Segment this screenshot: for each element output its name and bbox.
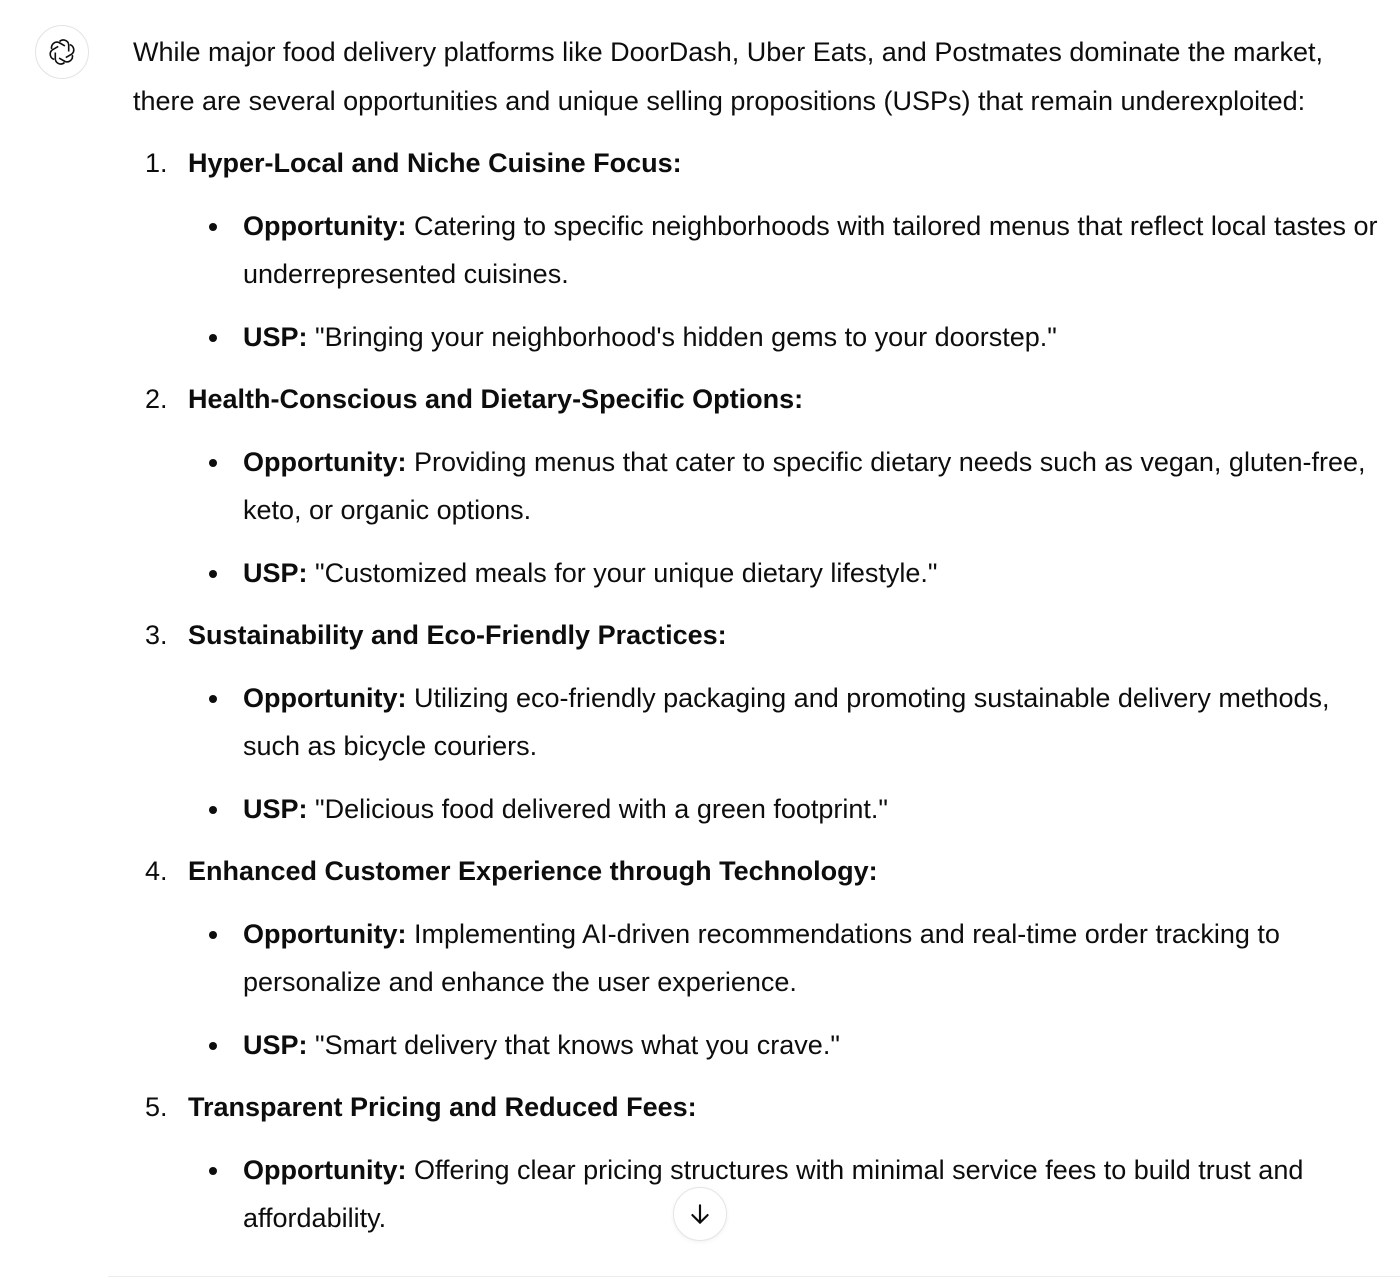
- sub-list: [188, 1146, 1378, 1243]
- opportunity-label: Opportunity:: [243, 446, 407, 477]
- openai-logo-icon: [46, 36, 78, 68]
- list-item-number: 1.: [145, 148, 168, 178]
- arrow-down-icon: [687, 1201, 713, 1227]
- usp-text: "Bringing your neighborhood's hidden gems to your doorstep.": [315, 321, 1057, 352]
- scroll-to-bottom-button[interactable]: [673, 1187, 727, 1241]
- usp-bullet: [188, 1021, 1378, 1070]
- usp-bullet: [188, 785, 1378, 834]
- list-item-number: 5.: [145, 1092, 168, 1122]
- usp-label: USP:: [243, 557, 308, 588]
- list-item: [133, 1083, 1378, 1243]
- assistant-message: [133, 28, 1378, 1257]
- usp-bullet: [188, 313, 1378, 362]
- opportunity-label: Opportunity:: [243, 918, 407, 949]
- usp-text: "Smart delivery that knows what you crave.": [315, 1029, 840, 1060]
- list-item: [133, 847, 1378, 1069]
- list-item-heading: Health-Conscious and Dietary-Specific Options:: [188, 384, 804, 414]
- list-item-heading: Sustainability and Eco-Friendly Practices:: [188, 620, 727, 650]
- opportunity-bullet: [188, 1146, 1378, 1243]
- usp-label: USP:: [243, 321, 308, 352]
- usp-label: USP:: [243, 1029, 308, 1060]
- assistant-avatar: [35, 25, 89, 79]
- sub-list: [188, 438, 1378, 598]
- opportunity-bullet: [188, 910, 1378, 1007]
- opportunity-bullet: [188, 202, 1378, 299]
- usp-text: "Delicious food delivered with a green footprint.": [315, 793, 889, 824]
- usp-text: "Customized meals for your unique dietary lifestyle.": [315, 557, 938, 588]
- opportunity-text: Offering clear pricing structures with minimal service fees to build trust and affordability.: [243, 1154, 1304, 1233]
- list-item-heading: Hyper-Local and Niche Cuisine Focus:: [188, 148, 682, 178]
- divider: [108, 1276, 1400, 1277]
- opportunity-list: [133, 139, 1378, 1243]
- opportunity-label: Opportunity:: [243, 1154, 407, 1185]
- opportunity-text: Utilizing eco-friendly packaging and promoting sustainable delivery methods, such as bicycle couriers.: [243, 682, 1330, 761]
- list-item-heading: Enhanced Customer Experience through Technology:: [188, 856, 878, 886]
- usp-bullet: [188, 549, 1378, 598]
- opportunity-label: Opportunity:: [243, 210, 407, 241]
- opportunity-label: Opportunity:: [243, 682, 407, 713]
- list-item: [133, 611, 1378, 833]
- sub-list: [188, 674, 1378, 834]
- opportunity-text: Implementing AI-driven recommendations and real-time order tracking to personalize and enhance the user experience.: [243, 918, 1280, 997]
- sub-list: [188, 202, 1378, 362]
- message-intro: While major food delivery platforms like DoorDash, Uber Eats, and Postmates dominate the market, there are several opportunities and unique selling propositions (USPs) that remain underexploited:: [133, 37, 1324, 116]
- list-item-number: 2.: [145, 384, 168, 414]
- list-item-heading: Transparent Pricing and Reduced Fees:: [188, 1092, 697, 1122]
- opportunity-bullet: [188, 438, 1378, 535]
- usp-label: USP:: [243, 793, 308, 824]
- list-item: [133, 375, 1378, 597]
- opportunity-text: Catering to specific neighborhoods with tailored menus that reflect local tastes or underrepresented cuisines.: [243, 210, 1378, 289]
- list-item-number: 4.: [145, 856, 168, 886]
- sub-list: [188, 910, 1378, 1070]
- opportunity-bullet: [188, 674, 1378, 771]
- list-item-number: 3.: [145, 620, 168, 650]
- list-item: [133, 139, 1378, 361]
- opportunity-text: Providing menus that cater to specific dietary needs such as vegan, gluten-free, keto, or organic options.: [243, 446, 1366, 525]
